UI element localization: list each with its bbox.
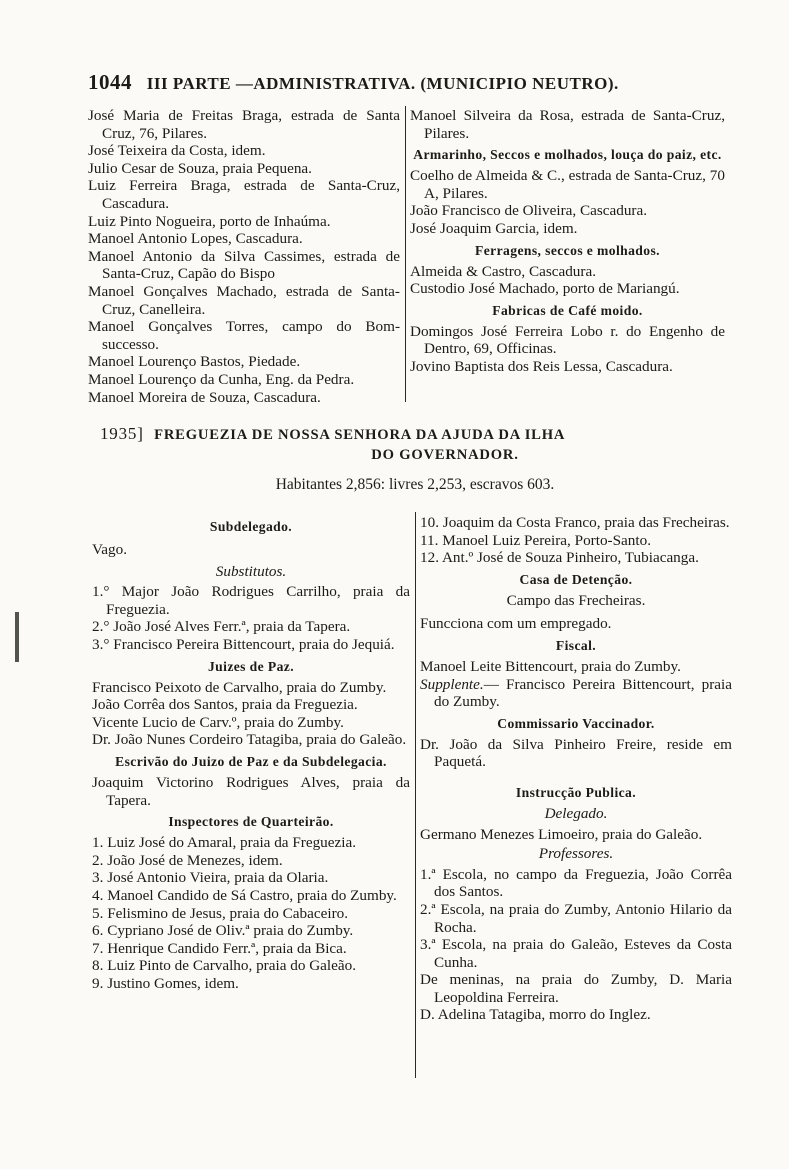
section-heading: Subdelegado. (209, 519, 293, 534)
detencao-note: Funcciona com um empregado. (420, 615, 612, 633)
section-title-line2: DO GOVERNADOR. (371, 447, 519, 463)
list-item: 8. Luiz Pinto de Carvalho, praia do Galeão. (92, 957, 357, 975)
scan-blemish (13, 612, 21, 662)
list-item: José Joaquim Garcia, idem. (410, 219, 578, 237)
list-item: João Francisco de Oliveira, Cascadura. (410, 202, 648, 220)
page-header-title: III PARTE —ADMINISTRATIVA. (MUNICIPIO NEUTRO). (146, 74, 619, 93)
list-item: José Maria de Freitas Braga, estrada de Santa Cruz, 76, Pilares. (88, 107, 400, 142)
list-item: Coelho de Almeida & C., estrada de Santa-Cruz, 70 A, Pilares. (410, 167, 725, 202)
section-heading: Ferragens, seccos e molhados. (475, 242, 660, 258)
list-item: 2.° João José Alves Ferr.ª, praia da Tapera. (92, 618, 351, 636)
section-heading: Escrivão do Juizo de Paz e da Subdelegacia. (115, 753, 387, 769)
list-item: De meninas, na praia do Zumby, D. Maria Leopoldina Ferreira. (420, 971, 732, 1006)
section-number: 1935] (100, 424, 144, 443)
subheading: Substitutos. (215, 562, 287, 580)
section-title-line1: FREGUEZIA DE NOSSA SENHORA DA AJUDA DA ILHA (154, 427, 566, 443)
bottom-right-column (420, 514, 732, 1024)
section-heading: Fabricas de Café moido. (492, 302, 643, 318)
supplente-label: Supplente. (420, 675, 484, 693)
list-item: 10. Joaquim da Costa Franco, praia das Frecheiras. (420, 514, 730, 531)
list-item: 4. Manoel Candido de Sá Castro, praia do Zumby. (92, 886, 397, 904)
list-item: Manoel Gonçalves Torres, campo do Bom-successo. (88, 318, 400, 353)
list-item: 11. Manoel Luiz Pereira, Porto-Santo. (420, 531, 651, 549)
list-item: 1.ª Escola, no campo da Freguezia, João Corrêa dos Santos. (420, 865, 732, 901)
section-heading: Casa de Detenção. (519, 571, 633, 587)
list-item: 5. Felismino de Jesus, praia do Cabaceiro. (92, 904, 349, 922)
subheading: Professores. (538, 845, 614, 863)
list-item: Domingos José Ferreira Lobo r. do Engenho de Dentro, 69, Officinas. (410, 322, 725, 358)
list-item: Joaquim Victorino Rodrigues Alves, praia da Tapera. (92, 773, 410, 809)
list-item: 9. Justino Gomes, idem. (92, 974, 239, 992)
list-item: 2.ª Escola, na praia do Zumby, Antonio Hilario da Rocha. (420, 900, 732, 936)
supplente-value: — Francisco Pereira Bittencourt, praia do Zumby. (434, 675, 732, 711)
section-title (100, 424, 720, 465)
section-heading: Inspectores de Quarteirão. (168, 814, 334, 830)
list-item: Luiz Pinto Nogueira, porto de Inhaúma. (88, 212, 331, 230)
list-item: Dr. João Nunes Cordeiro Tatagiba, praia do Galeão. (92, 731, 407, 749)
subheading: Delegado. (544, 804, 608, 822)
list-item: 7. Henrique Candido Ferr.ª, praia da Bica. (92, 939, 347, 957)
top-left-column (88, 107, 400, 406)
bottom-left-column (92, 514, 410, 992)
list-item: Custodio José Machado, porto de Mariangú. (410, 280, 680, 298)
column-divider (415, 512, 416, 1078)
list-item: Jovino Baptista dos Reis Lessa, Cascadura. (410, 357, 673, 375)
list-item: Dr. João da Silva Pinheiro Freire, reside em Paquetá. (420, 735, 732, 771)
section-heading: Commissario Vaccinador. (497, 715, 655, 731)
list-item: Manoel Moreira de Souza, Cascadura. (88, 388, 321, 406)
list-item: Manoel Lourenço Bastos, Piedade. (88, 353, 301, 371)
population-line: Habitantes 2,856: livres 2,253, escravos 603. (275, 476, 555, 493)
list-item (420, 676, 732, 711)
column-divider (405, 106, 406, 402)
list-item: Almeida & Castro, Cascadura. (410, 262, 596, 280)
list-item: D. Adelina Tatagiba, morro do Inglez. (420, 1006, 651, 1024)
list-item: 3.ª Escola, na praia do Galeão, Esteves da Costa Cunha. (420, 936, 732, 971)
section-heading: Instrucção Publica. (515, 784, 637, 800)
subdelegado-value: Vago. (92, 541, 128, 558)
detencao-place: Campo das Frecheiras. (506, 591, 646, 609)
list-item: 1.° Major João Rodrigues Carrilho, praia da Freguezia. (92, 583, 410, 618)
section-heading: Fiscal. (555, 637, 597, 653)
list-item: Germano Menezes Limoeiro, praia do Galeão. (420, 825, 703, 843)
list-item: Manoel Leite Bittencourt, praia do Zumby. (420, 657, 681, 675)
list-item: Manoel Gonçalves Machado, estrada de Santa-Cruz, Canelleira. (88, 282, 400, 318)
list-item: José Teixeira da Costa, idem. (88, 142, 266, 160)
list-item: 6. Cypriano José de Oliv.ª praia do Zumby. (92, 922, 354, 940)
list-item: 12. Ant.º José de Souza Pinheiro, Tubiacanga. (420, 549, 699, 567)
list-item: 1. Luiz José do Amaral, praia da Freguezia. (92, 834, 357, 852)
list-item: 3.° Francisco Pereira Bittencourt, praia do Jequiá. (92, 635, 395, 653)
list-item: Luiz Ferreira Braga, estrada de Santa-Cruz, Cascadura. (88, 177, 400, 212)
list-item: 3. José Antonio Vieira, praia da Olaria. (92, 869, 329, 887)
list-item: Manoel Silveira da Rosa, estrada de Santa-Cruz, Pilares. (410, 107, 725, 142)
list-item: Francisco Peixoto de Carvalho, praia do Zumby. (92, 678, 387, 696)
list-item: Manoel Antonio da Silva Cassimes, estrada de Santa-Cruz, Capão do Bispo (88, 247, 400, 283)
list-item: 2. João José de Menezes, idem. (92, 851, 283, 869)
list-item: Manoel Antonio Lopes, Cascadura. (88, 230, 303, 248)
page-header (88, 70, 728, 95)
list-item: Julio Cesar de Souza, praia Pequena. (88, 159, 312, 177)
section-heading: Armarinho, Seccos e molhados, louça do paiz, etc. (413, 147, 722, 163)
section-heading: Juizes de Paz. (207, 658, 294, 674)
top-right-column (410, 107, 725, 376)
page-number: 1044 (88, 70, 132, 94)
list-item: Manoel Lourenço da Cunha, Eng. da Pedra. (88, 370, 355, 388)
list-item: João Corrêa dos Santos, praia da Freguezia. (92, 696, 358, 714)
list-item: Vicente Lucio de Carv.º, praia do Zumby. (92, 713, 344, 731)
